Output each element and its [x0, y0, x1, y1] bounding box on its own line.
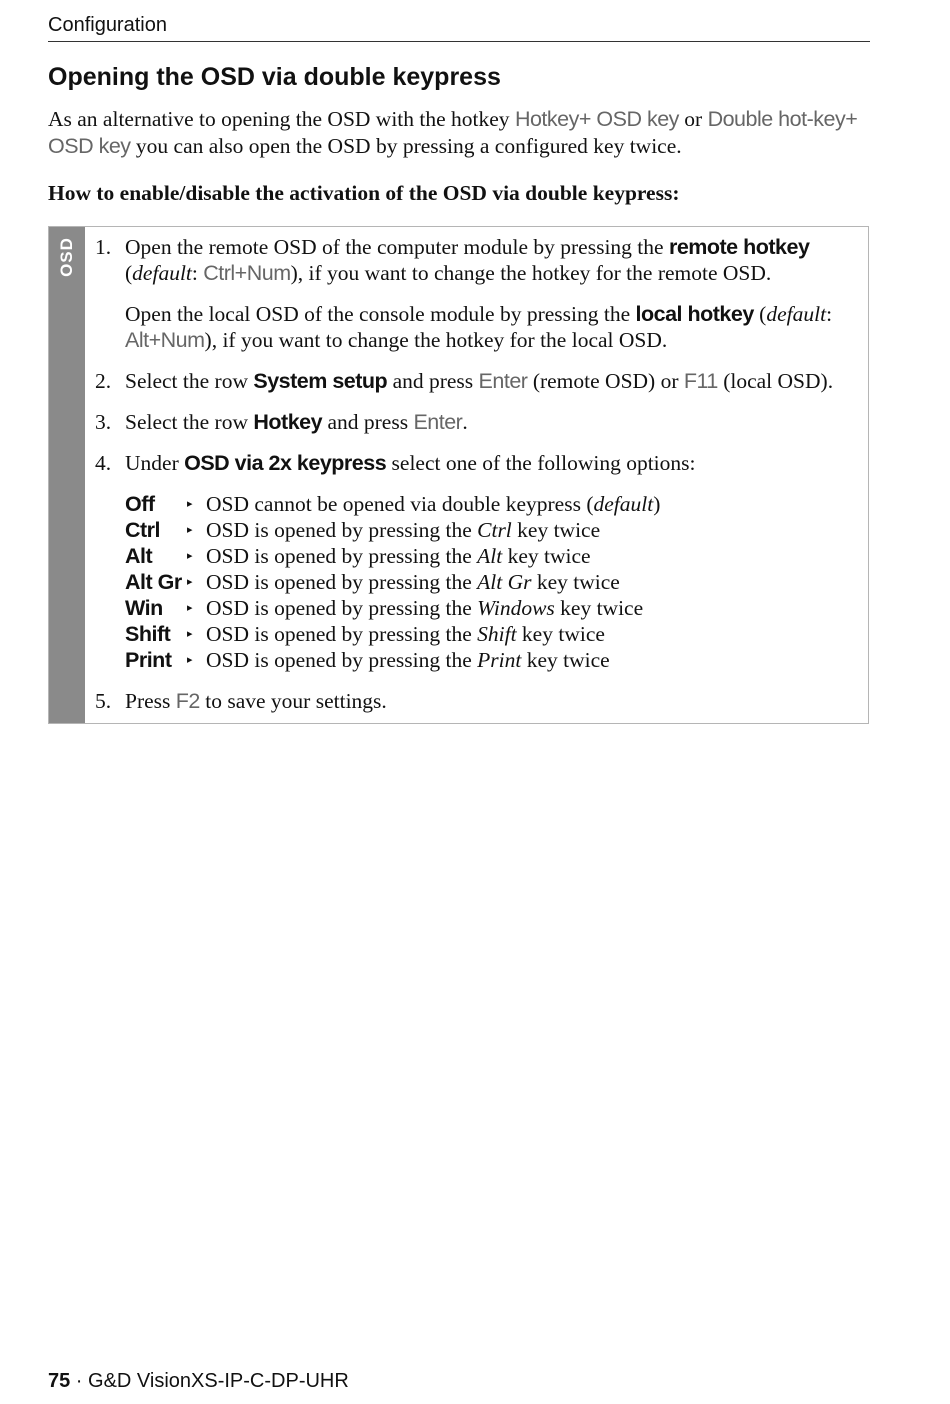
page-number: 75	[48, 1370, 71, 1392]
step-text: Press	[125, 689, 176, 713]
option-key: Alt Gr	[125, 570, 182, 594]
step-text: :	[191, 261, 204, 285]
option-key: Win	[125, 596, 163, 620]
step-text: (remote OSD) or	[527, 369, 684, 393]
section-title: Opening the OSD via double keypress	[48, 63, 501, 91]
option-text: key twice	[502, 544, 591, 568]
osd-2x-keypress-field: OSD via 2x keypress	[184, 451, 387, 475]
step-text: Under	[125, 451, 185, 475]
product-name: G&D VisionXS-IP-C-DP-UHR	[88, 1370, 349, 1392]
step-4	[95, 450, 865, 476]
step-4-text	[125, 450, 870, 476]
option-description	[206, 621, 605, 647]
intro-text: or	[678, 107, 708, 131]
hotkey-row: Hotkey	[253, 410, 323, 434]
step-text: ), if you want to change the hotkey for the local OSD.	[204, 328, 668, 352]
option-text: OSD is opened by pressing the	[206, 518, 478, 542]
option-emphasis: Print	[477, 648, 522, 672]
osd-side-tab	[49, 227, 85, 723]
system-setup-row: System setup	[253, 369, 388, 393]
triangle-bullet-icon: ▸	[187, 628, 193, 640]
default-label: default	[766, 302, 827, 326]
step-text: and press	[322, 410, 414, 434]
step-2	[95, 368, 865, 394]
intro-paragraph	[48, 106, 870, 160]
step-1-text-remote	[125, 234, 870, 286]
triangle-bullet-icon: ▸	[187, 602, 193, 614]
option-description	[206, 595, 643, 621]
osd-procedure-box	[48, 226, 869, 724]
step-number: 5.	[95, 689, 112, 713]
option-description	[206, 517, 600, 543]
option-key: Ctrl	[125, 518, 161, 542]
step-5	[95, 688, 865, 714]
option-key: Off	[125, 492, 155, 516]
option-description	[206, 491, 660, 517]
page-footer	[48, 1370, 349, 1393]
step-1-text-local	[125, 301, 870, 353]
option-description	[206, 569, 620, 595]
option-emphasis: default	[593, 492, 654, 516]
option-emphasis: Ctrl	[477, 518, 512, 542]
option-row-ctrl	[125, 517, 845, 543]
option-text: )	[653, 492, 661, 516]
step-text: ), if you want to change the hotkey for the remote OSD.	[290, 261, 772, 285]
intro-text: As an alternative to opening the OSD with the hotkey	[48, 107, 515, 131]
option-text: OSD is opened by pressing the	[206, 648, 478, 672]
step-number: 2.	[95, 369, 112, 393]
option-row-print	[125, 647, 845, 673]
step-2-text	[125, 368, 870, 394]
triangle-bullet-icon: ▸	[187, 576, 193, 588]
f11-key: F11	[683, 369, 718, 393]
triangle-bullet-icon: ▸	[187, 498, 193, 510]
option-description	[206, 647, 610, 673]
option-emphasis: Alt Gr	[477, 570, 532, 594]
step-text: Open the local OSD of the console module by pressing the	[125, 302, 636, 326]
local-combo: Alt+Num	[125, 328, 205, 352]
option-text: key twice	[521, 648, 610, 672]
step-number: 4.	[95, 451, 112, 475]
step-text: (local OSD).	[717, 369, 834, 393]
option-text: OSD is opened by pressing the	[206, 570, 478, 594]
footer-separator: ·	[70, 1370, 89, 1392]
local-hotkey-term: local hotkey	[635, 302, 754, 326]
step-text: to save your settings.	[199, 689, 387, 713]
step-text: select one of the following options:	[386, 451, 696, 475]
option-emphasis: Alt	[477, 544, 503, 568]
hotkey-term: Hotkey+ OSD key	[514, 107, 679, 131]
step-text: .	[462, 410, 468, 434]
option-key: Shift	[125, 622, 171, 646]
option-row-shift	[125, 621, 845, 647]
step-text: Select the row	[125, 410, 254, 434]
step-5-text	[125, 688, 870, 714]
running-header: Configuration	[48, 14, 167, 36]
option-row-off	[125, 491, 845, 517]
option-text: key twice	[516, 622, 605, 646]
step-3	[95, 409, 865, 435]
step-1	[95, 234, 865, 354]
option-text: OSD is opened by pressing the	[206, 622, 478, 646]
header-rule	[48, 41, 870, 42]
option-description	[206, 543, 591, 569]
option-row-alt	[125, 543, 845, 569]
option-text: key twice	[554, 596, 644, 620]
triangle-bullet-icon: ▸	[187, 550, 193, 562]
osd-tab-label: OSD	[57, 237, 76, 277]
procedure-title: How to enable/disable the activation of the OSD via double keypress:	[48, 181, 680, 205]
option-text: key twice	[531, 570, 620, 594]
option-key: Print	[125, 648, 172, 672]
step-number: 1.	[95, 235, 112, 259]
option-row-win	[125, 595, 845, 621]
option-key: Alt	[125, 544, 153, 568]
option-emphasis: Windows	[477, 596, 555, 620]
f2-key: F2	[175, 689, 200, 713]
step-3-text	[125, 409, 870, 435]
intro-text: you can also open the OSD by pressing a configured key twice.	[130, 134, 682, 158]
step-text: and press	[387, 369, 479, 393]
step-text: Open the remote OSD of the computer module by pressing the	[125, 235, 669, 259]
double-hotkey-term: Double hot-key+ OSD key	[48, 107, 858, 158]
option-text: key twice	[511, 518, 601, 542]
step-text: (	[753, 302, 767, 326]
step-text: (	[125, 261, 133, 285]
remote-hotkey-term: remote hotkey	[668, 235, 810, 259]
triangle-bullet-icon: ▸	[187, 524, 193, 536]
enter-key: Enter	[478, 369, 528, 393]
default-label: default	[132, 261, 192, 285]
step-text: Select the row	[125, 369, 254, 393]
triangle-bullet-icon: ▸	[187, 654, 193, 666]
option-text: OSD is opened by pressing the	[206, 596, 478, 620]
option-text: OSD is opened by pressing the	[206, 544, 478, 568]
option-row-alt-gr	[125, 569, 845, 595]
enter-key: Enter	[413, 410, 463, 434]
option-emphasis: Shift	[477, 622, 517, 646]
step-number: 3.	[95, 410, 112, 434]
step-text: :	[826, 302, 833, 326]
option-text: OSD cannot be opened via double keypress (	[206, 492, 594, 516]
remote-combo: Ctrl+Num	[203, 261, 291, 285]
